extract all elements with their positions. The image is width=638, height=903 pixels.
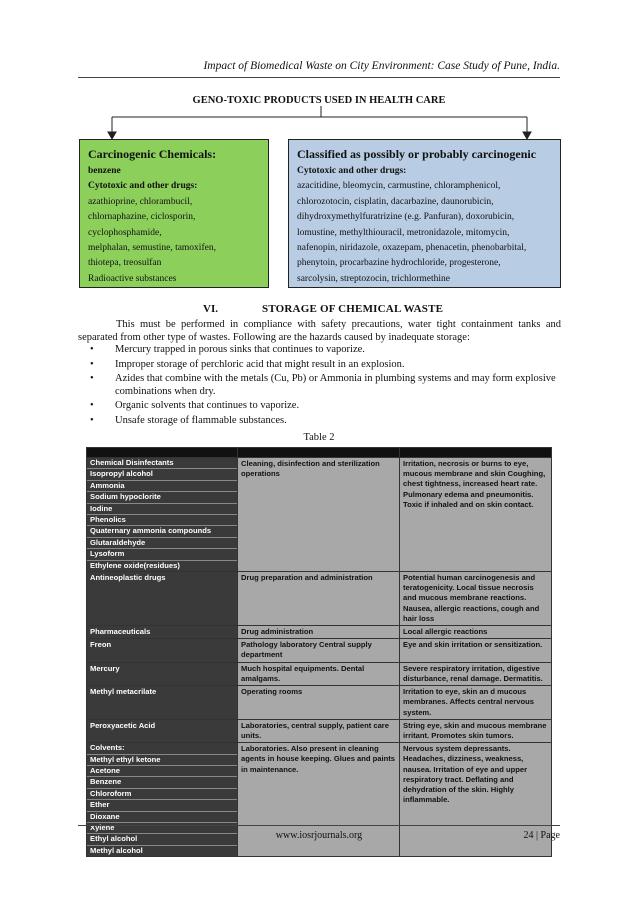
table-row <box>87 686 552 720</box>
section-title: STORAGE OF CHEMICAL WASTE <box>262 303 444 315</box>
chemical-name: Sodium hypoclorite <box>87 492 237 503</box>
hazard-text: Organic solvents that continues to vaporize. <box>115 400 300 411</box>
chemical-name: Ammonia <box>87 481 237 492</box>
chemical-name: Lysoform <box>87 549 237 560</box>
hazard-item <box>78 359 561 372</box>
chemical-name: Chemical Disinfectants <box>87 458 237 469</box>
header-cell <box>238 448 400 458</box>
chemical-name: Peroxyacetic Acid <box>90 720 156 730</box>
chemical-name: Ether <box>87 800 237 811</box>
box-line: cyclophosphamide, <box>88 227 162 238</box>
box-line: Cytotoxic and other drugs: <box>297 166 407 176</box>
table-header-row <box>87 448 552 458</box>
table-row <box>87 458 552 572</box>
table-caption: Table 2 <box>303 432 335 443</box>
hazard-text: Azides that combine with the metals (Cu, Pb) or Ammonia in plumbing systems and may form explosive combinations when dry. <box>115 373 556 397</box>
chemical-name: Antineoplastic drugs <box>90 573 166 583</box>
chemical-name: Methyl ethyl ketone <box>87 755 237 766</box>
effects-cell: Irritation, necrosis or burns to eye, mucous membrane and skin Coughing, chest tightness, increased heart rate. Pulmonary edema and pneumonitis. Toxic if inhaled and on skin contact. <box>400 458 552 572</box>
hazard-text: Mercury trapped in porous sinks that continues to vaporize. <box>115 344 365 355</box>
box-line: nafenopin, niridazole, oxazepam, phenacetin, phenobarbital, <box>297 243 527 254</box>
box-title: Classified as possibly or probably carcinogenic <box>297 147 537 161</box>
effects-cell: Severe respiratory irritation, digestive disturbance, renal damage. Dermatitis. <box>400 662 552 685</box>
chemical-cell <box>87 662 238 685</box>
chemical-name: Phenolics <box>87 515 237 526</box>
chemical-name: Ethyl alcohol <box>87 834 237 845</box>
box-line: melphalan, semustine, tamoxifen, <box>88 243 216 254</box>
effects-cell: Irritation to eye, skin an d mucous membranes. Affects central nervous system. <box>400 686 552 720</box>
table-row <box>87 719 552 742</box>
box-line: sarcolysin, streptozocin, trichlormethine <box>297 273 451 284</box>
source-cell: Cleaning, disinfection and sterilization operations <box>238 458 400 572</box>
chemical-waste-table <box>86 447 552 857</box>
chemical-name: Ethylene oxide(residues) <box>90 560 180 570</box>
table-row <box>87 639 552 662</box>
chemical-name: Freon <box>90 640 112 650</box>
box-line: lomustine, methylthiouracil, metronidazole, mitomycin, <box>297 227 510 238</box>
chemical-name: Methyl metacrilate <box>90 687 157 697</box>
bullet-icon: • <box>90 358 94 370</box>
chemical-name: Glutaraldehyde <box>87 538 237 549</box>
box-line: chlorozotocin, cisplatin, dacarbazine, daunorubicin, <box>297 196 494 207</box>
bullet-icon: • <box>90 344 94 355</box>
chemical-name: Pharmaceuticals <box>90 627 151 637</box>
chemical-cell <box>87 639 238 662</box>
bullet-icon: • <box>90 400 94 411</box>
chemical-name: Benzene <box>87 777 237 788</box>
chemical-name: Isopropyl alcohol <box>87 469 237 480</box>
chemical-name: Acetone <box>87 766 237 777</box>
section-paragraph: This must be performed in compliance with safety precautions, water tight containment tanks and separated from other type of wastes. Following are the hazards caused by inadequate storage: <box>78 319 561 343</box>
box-line: chlornaphazine, ciclosporin, <box>88 212 196 223</box>
footer-rule <box>78 825 560 826</box>
hazard-item <box>78 400 561 413</box>
effects-cell: Potential human carcinogenesis and teratogenicity. Local tissue necrosis and mucous membrane reactions. Nausea, allergic reactions, cough and hair loss <box>400 572 552 626</box>
chemical-name: Iodine <box>87 504 237 515</box>
table-row <box>87 572 552 626</box>
chemical-name: Mercury <box>90 663 120 673</box>
source-cell: Laboratories. Also present in cleaning agents in house keeping. Glues and paints in maintenance. <box>238 743 400 857</box>
hazard-list <box>78 344 561 429</box>
effects-cell: Local allergic reactions <box>400 626 552 639</box>
chemical-name: Dioxane <box>87 812 237 823</box>
chemical-cell <box>87 626 238 639</box>
header-cell <box>87 448 238 458</box>
chemical-cell <box>87 572 238 626</box>
running-header: Impact of Biomedical Waste on City Environment: Case Study of Pune, India. <box>203 60 560 72</box>
source-cell: Laboratories, central supply, patient care units. <box>238 719 400 742</box>
possibly-carcinogenic-box <box>288 139 561 288</box>
effects-cell: Nervous system depressants. Headaches, dizziness, weakness, nausea. Irritation of eye and upper respiratory tract. Deflating and dehydration of the skin. Highly inflammable. <box>400 743 552 857</box>
carcinogenic-chemicals-box <box>79 139 269 288</box>
box-title: Carcinogenic Chemicals: <box>88 147 217 161</box>
chemical-cell <box>87 686 238 720</box>
chemical-name: Methyl alcohol <box>90 845 143 855</box>
hazard-text: Improper storage of perchloric acid that might result in an explosion. <box>115 358 405 370</box>
effects-cell: String eye, skin and mucous membrane irritant. Promotes skin tumors. <box>400 719 552 742</box>
footer-url: www.iosrjournals.org <box>275 830 363 841</box>
box-line: thiotepa, treosulfan <box>88 258 162 269</box>
hazard-item <box>78 344 561 357</box>
source-cell: Operating rooms <box>238 686 400 720</box>
chemical-name: Chloroform <box>87 789 237 800</box>
box-line: dihydroxymethylfuratrizine (e.g. Panfuran), doxorubicin, <box>297 212 515 223</box>
source-cell: Drug preparation and administration <box>238 572 400 626</box>
box-line: benzene <box>88 166 121 176</box>
bullet-icon: • <box>90 414 94 426</box>
box-line: Radioactive substances <box>88 273 177 284</box>
source-cell: Drug administration <box>238 626 400 639</box>
chemical-cell <box>87 719 238 742</box>
bullet-icon: • <box>90 373 94 384</box>
chemical-name: Colvents: <box>87 743 237 754</box>
hazard-text: Unsafe storage of flammable substances. <box>115 414 287 426</box>
box-line: Cytotoxic and other drugs: <box>88 181 198 192</box>
source-cell: Pathology laboratory Central supply department <box>238 639 400 662</box>
hazard-item <box>78 373 561 398</box>
diagram-connector <box>0 0 638 145</box>
source-cell: Much hospital equipments. Dental amalgams. <box>238 662 400 685</box>
chemical-name: Quaternary ammonia compounds <box>87 526 237 537</box>
chemical-cell <box>87 458 238 572</box>
box-line: phenytoin, procarbazine hydrochloride, progesterone, <box>297 258 501 269</box>
header-cell <box>400 448 552 458</box>
box-line: azacitidine, bleomycin, carmustine, chloramphenicol, <box>297 181 501 192</box>
effects-cell: Eye and skin irritation or sensitization. <box>400 639 552 662</box>
hazard-item <box>78 415 561 428</box>
table-row <box>87 662 552 685</box>
section-number: VI. <box>203 303 218 315</box>
page-number: 24 | Page <box>523 830 560 841</box>
box-line: azathioprine, chlorambucil, <box>88 196 193 207</box>
table-row <box>87 626 552 639</box>
chemical-name: Xylene <box>87 823 237 834</box>
diagram-title: GENO-TOXIC PRODUCTS USED IN HEALTH CARE <box>192 95 446 106</box>
